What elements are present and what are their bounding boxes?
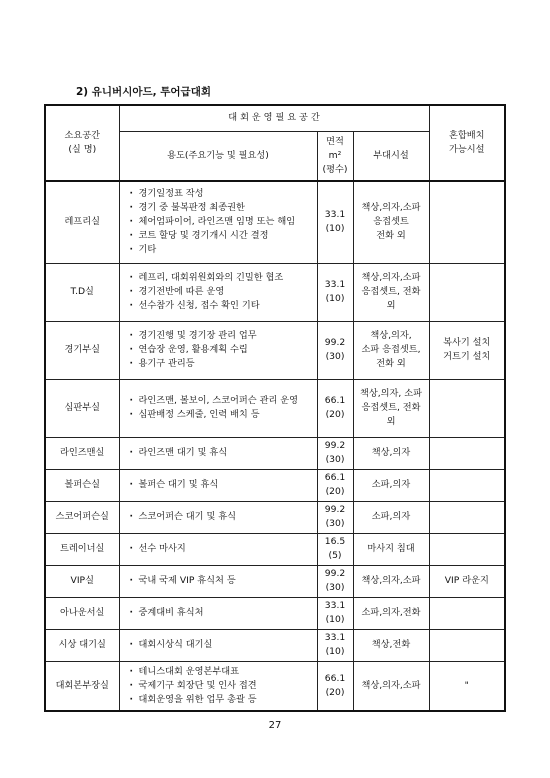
header-mixed-line1: 혼합배치: [449, 130, 485, 141]
mixed-facility: [429, 629, 505, 661]
usage-item: · 중계대비 휴식처: [130, 606, 315, 620]
usage-item: · 라인즈맨 대기 및 휴식: [130, 446, 315, 460]
usage-item: · 체어엄파이어, 라인즈맨 임명 또는 해임: [130, 215, 315, 229]
header-mixed-line2: 가능시설: [449, 144, 485, 155]
room-name: 스코어퍼슨실: [45, 501, 119, 533]
facilities-cell: [353, 181, 429, 263]
usage-item: · 볼퍼슨 대기 및 휴식: [130, 478, 315, 492]
usage-list: [122, 638, 315, 652]
facilities-cell: [353, 533, 429, 565]
header-usage: 용도(주요기능 및 필요성): [119, 131, 317, 181]
usage-item: · 레프리, 대회위원회와의 긴밀한 협조: [130, 271, 315, 285]
usage-item: · 라인즈맨, 볼보이, 스코어퍼슨 관리 운영: [130, 394, 315, 408]
area-value: 33.1: [324, 600, 346, 611]
pyeong-value: (20): [325, 686, 345, 698]
area-cell: [317, 661, 353, 711]
usage-list: [122, 478, 315, 492]
usage-cell: [119, 321, 317, 379]
facility-line: 소파 응접셋트,: [361, 344, 421, 355]
header-area-cell: [317, 131, 353, 181]
room-name: 볼퍼슨실: [45, 469, 119, 501]
facility-line: 전화 외: [376, 358, 406, 369]
area-cell: [317, 533, 353, 565]
pyeong-value: (20): [325, 486, 345, 497]
usage-item: · 국내 국제 VIP 휴식처 등: [130, 574, 315, 588]
area-cell: [317, 263, 353, 321]
usage-list: [122, 187, 315, 257]
usage-cell: [119, 629, 317, 661]
pyeong-value: (10): [325, 646, 345, 657]
usage-item: · 경기 중 불복판정 최종권한: [130, 201, 315, 215]
pyeong-value: (30): [325, 582, 345, 593]
usage-item: · 선수 마사지: [130, 542, 315, 556]
facility-line: 외: [386, 300, 396, 311]
facilities-cell: [353, 565, 429, 597]
area-value: 66.1: [324, 395, 346, 406]
facilities-cell: [353, 469, 429, 501]
area-cell: [317, 181, 353, 263]
usage-list: [122, 510, 315, 524]
usage-item: · 선수참가 신청, 접수 확인 기타: [130, 299, 315, 313]
usage-list: [122, 665, 315, 707]
pyeong-value: (20): [325, 409, 345, 420]
area-value: 33.1: [324, 279, 346, 290]
table-body: [45, 181, 505, 711]
table-row: [45, 181, 505, 263]
usage-cell: [119, 437, 317, 469]
mixed-facility: [429, 501, 505, 533]
usage-cell: [119, 469, 317, 501]
usage-item: · 대회운영을 위한 업무 총괄 등: [130, 693, 315, 707]
usage-list: [122, 542, 315, 556]
required-space-table: [44, 104, 506, 712]
room-name: 경기부실: [45, 321, 119, 379]
usage-list: [122, 394, 315, 422]
facilities-cell: [353, 629, 429, 661]
facilities-cell: [353, 437, 429, 469]
facility-line: 응접셋트, 전화: [361, 286, 421, 297]
usage-item: · 국제기구 회장단 및 인사 접견: [130, 679, 315, 693]
facility-line: 응접셋트, 전화: [361, 402, 421, 413]
mixed-facility: VIP 라운지: [429, 565, 505, 597]
facility-line: 소파,의자,전화: [361, 607, 421, 618]
area-value: 99.2: [324, 568, 346, 579]
usage-item: · 연습장 운영, 활용계획 수립: [130, 343, 315, 357]
table-row: [45, 379, 505, 437]
usage-item: · 용기구 관리등: [130, 357, 315, 371]
area-value: 99.2: [324, 504, 346, 515]
facility-line: 전화 외: [376, 230, 406, 242]
area-value: 33.1: [324, 209, 346, 221]
area-cell: [317, 565, 353, 597]
header-facilities: 부대시설: [353, 131, 429, 181]
usage-cell: [119, 661, 317, 711]
area-cell: [317, 501, 353, 533]
area-cell: [317, 629, 353, 661]
facility-line: 마사지 침대: [367, 543, 415, 554]
usage-cell: [119, 263, 317, 321]
area-value: 99.2: [324, 440, 346, 451]
usage-list: [122, 446, 315, 460]
usage-item: · 스코어퍼슨 대기 및 휴식: [130, 510, 315, 524]
table-row: [45, 437, 505, 469]
facility-line: 소파,의자: [371, 479, 411, 490]
mixed-facility: 복사기 설치 거트기 설치: [429, 321, 505, 379]
facility-line: 책상,의자, 소파: [360, 388, 423, 399]
pyeong-value: (30): [325, 351, 345, 362]
table-row: [45, 501, 505, 533]
area-value: 66.1: [324, 672, 346, 684]
room-name: 심판부실: [45, 379, 119, 437]
pyeong-value: (5): [328, 550, 342, 561]
room-name: 트레이너실: [45, 533, 119, 565]
area-value: 66.1: [324, 472, 346, 483]
pyeong-value: (10): [325, 223, 345, 235]
table-row: [45, 565, 505, 597]
header-space: 소요공간: [64, 130, 100, 141]
usage-item: · 코트 할당 및 경기개시 시간 결정: [130, 229, 315, 243]
facility-line: 책상,의자,소파: [361, 575, 421, 586]
facilities-cell: [353, 501, 429, 533]
usage-cell: [119, 501, 317, 533]
usage-cell: [119, 181, 317, 263]
usage-cell: [119, 533, 317, 565]
usage-cell: [119, 597, 317, 629]
area-cell: [317, 321, 353, 379]
section-heading: 2) 유니버시아드, 투어급대회: [76, 86, 211, 98]
mixed-facility: [429, 181, 505, 263]
facility-line: 책상,의자,소파: [361, 679, 421, 691]
facilities-cell: [353, 379, 429, 437]
facility-line: 책상,의자: [371, 447, 411, 458]
room-name: 시상 대기실: [45, 629, 119, 661]
usage-list: [122, 606, 315, 620]
pyeong-value: (30): [325, 454, 345, 465]
table-row: [45, 661, 505, 711]
usage-item: · 경기전반에 따른 운영: [130, 285, 315, 299]
usage-item: · 기타: [130, 243, 315, 257]
area-cell: [317, 597, 353, 629]
header-area-line2: m²: [328, 149, 342, 161]
usage-item: · 심판배정 스케줄, 인력 배치 등: [130, 408, 315, 422]
usage-item: · 경기일정표 작성: [130, 187, 315, 201]
facility-line: 책상,전화: [371, 639, 411, 650]
header-area-line1: 면적: [326, 135, 344, 147]
area-cell: [317, 437, 353, 469]
header-mixed-cell: [429, 105, 505, 181]
room-name: 라인즈맨실: [45, 437, 119, 469]
table-row: [45, 321, 505, 379]
pyeong-value: (30): [325, 518, 345, 529]
usage-cell: [119, 565, 317, 597]
facility-line: 응접셋트: [373, 216, 409, 228]
facility-line: 책상,의자,소파: [361, 272, 421, 283]
area-cell: [317, 469, 353, 501]
mixed-facility: [429, 263, 505, 321]
header-area-line3: (평수): [322, 163, 348, 175]
mixed-facility: [429, 379, 505, 437]
facility-line: 소파,의자: [371, 511, 411, 522]
mixed-facility: [429, 437, 505, 469]
header-required: 대 회 운 영 필 요 공 간: [119, 105, 429, 131]
facility-line: 외: [386, 416, 396, 427]
area-value: 16.5: [324, 536, 346, 547]
mixed-facility: [429, 469, 505, 501]
facilities-cell: [353, 321, 429, 379]
header-space-cell: [45, 105, 119, 181]
room-name: 아나운서실: [45, 597, 119, 629]
table-row: [45, 629, 505, 661]
room-name: VIP실: [45, 565, 119, 597]
area-cell: [317, 379, 353, 437]
usage-item: · 대회시상식 대기실: [130, 638, 315, 652]
table-row: [45, 533, 505, 565]
usage-cell: [119, 379, 317, 437]
header-space-name: (실 명): [68, 144, 97, 155]
usage-item: · 경기진행 및 경기장 관리 업무: [130, 329, 315, 343]
facilities-cell: [353, 597, 429, 629]
table-row: [45, 597, 505, 629]
usage-list: [122, 329, 315, 371]
mixed-facility: [429, 533, 505, 565]
pyeong-value: (10): [325, 614, 345, 625]
area-value: 33.1: [324, 632, 346, 643]
room-name: 레프리실: [45, 181, 119, 263]
facility-line: 책상,의자,: [370, 330, 412, 341]
mixed-facility: ": [429, 661, 505, 711]
table-row: [45, 469, 505, 501]
pyeong-value: (10): [325, 293, 345, 304]
usage-list: [122, 574, 315, 588]
page-number: 27: [268, 720, 282, 731]
room-name: 대회본부장실: [45, 661, 119, 711]
table-row: [45, 263, 505, 321]
facility-line: 책상,의자,소파: [361, 202, 421, 214]
usage-list: [122, 271, 315, 313]
usage-item: · 테니스대회 운영본부대표: [130, 665, 315, 679]
area-value: 99.2: [324, 337, 346, 348]
facilities-cell: [353, 661, 429, 711]
room-name: T.D실: [45, 263, 119, 321]
facilities-cell: [353, 263, 429, 321]
mixed-facility: [429, 597, 505, 629]
